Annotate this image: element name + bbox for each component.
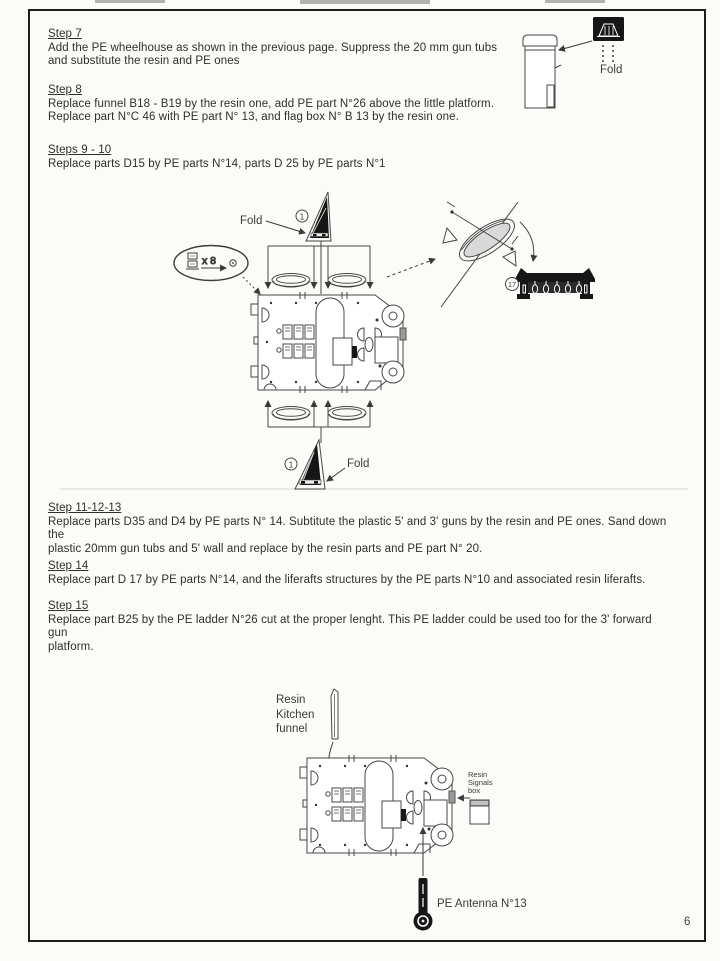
liferaft-detail — [441, 202, 534, 307]
fold-label: Fold — [600, 64, 623, 76]
midship-diagram — [174, 192, 595, 489]
kitchen-funnel-part — [331, 689, 338, 739]
step-title: Step 14 — [48, 560, 89, 572]
quantity-stamp — [174, 246, 260, 295]
signals-box-label: Resin — [468, 770, 488, 779]
pointer-arrow — [266, 221, 305, 233]
fold-label: Fold — [240, 215, 263, 227]
pointer-arrow — [327, 468, 345, 481]
step-title: Step 15 — [48, 600, 89, 612]
funnel-drawing — [523, 35, 561, 108]
funnel-fold-diagram — [523, 17, 624, 108]
antenna-label: PE Antenna N°13 — [437, 898, 527, 910]
part-number-label: 1 — [288, 459, 294, 470]
detail-callout-arrow — [387, 259, 435, 277]
pe-antenna-part — [414, 878, 433, 931]
step-text-line: Replace part N°C 46 with PE part N° 13, and flag box N° B 13 by the resin one. — [48, 111, 459, 123]
liferaft-part — [328, 274, 366, 288]
step-text-line: and substitute the resin and PE ones — [48, 55, 240, 67]
pe-fold-part-bottom — [295, 440, 325, 489]
liferaft-part — [328, 407, 366, 421]
midship-deck-plan — [251, 292, 406, 393]
step-title: Step 7 — [48, 28, 82, 40]
page-number: 6 — [684, 916, 691, 928]
fold-label: Fold — [347, 458, 370, 470]
step-text-line: Replace funnel B18 - B19 by the resin one, add PE part N°26 above the little platform. — [48, 97, 494, 110]
part-number-label: 17 — [507, 280, 517, 289]
signals-box-drawing — [470, 800, 489, 824]
funnel-grille-icon — [593, 17, 624, 41]
kitchen-funnel-label: Kitchen — [276, 709, 315, 721]
step-text-line: Replace parts D35 and D4 by PE parts N° 14. Subtitute the plastic 5' and 3' guns by the resin and PE ones. Sand down the — [48, 515, 667, 541]
step-text-line: Replace part D 17 by PE parts N°14, and the liferafts structures by the PE parts N°10 and associated resin liferafts. — [48, 573, 646, 586]
liferaft-part — [272, 274, 310, 288]
small-part-icon — [186, 253, 199, 269]
fold-dotted-lines — [602, 45, 614, 62]
step-text-line: Replace part B25 by the PE ladder N°26 cut at the proper lenght. This PE ladder could be used too for the 3' forward gun — [48, 613, 652, 639]
part-number-label: 1 — [299, 211, 305, 222]
pointer-arrow — [559, 41, 592, 50]
liferaft-part — [272, 407, 310, 421]
multiplier-label: x 8 — [202, 255, 217, 267]
hook-rack-part — [515, 268, 595, 299]
step-text-line: plastic 20mm gun tubs and 5' wall and replace by the resin parts and PE part N° 20. — [48, 542, 483, 555]
kitchen-funnel-label: funnel — [276, 723, 308, 735]
aft-deck-plan — [300, 755, 455, 856]
step-title: Steps 9 - 10 — [48, 144, 112, 156]
kitchen-funnel-label: Resin — [276, 694, 306, 706]
pe-fold-part-top — [306, 192, 331, 241]
step-title: Step 11-12-13 — [48, 502, 122, 514]
step-text-line: platform. — [48, 640, 94, 653]
step-text-line: Replace parts D15 by PE parts N°14, parts D 25 by PE parts N°1 — [48, 157, 386, 170]
aft-deck-diagram — [276, 689, 527, 931]
step-text-line: Add the PE wheelhouse as shown in the previous page. Suppress the 20 mm gun tubs — [48, 41, 498, 54]
signals-box-label: box — [468, 786, 481, 795]
signals-box-label: Signals — [468, 778, 493, 787]
step-title: Step 8 — [48, 84, 82, 96]
